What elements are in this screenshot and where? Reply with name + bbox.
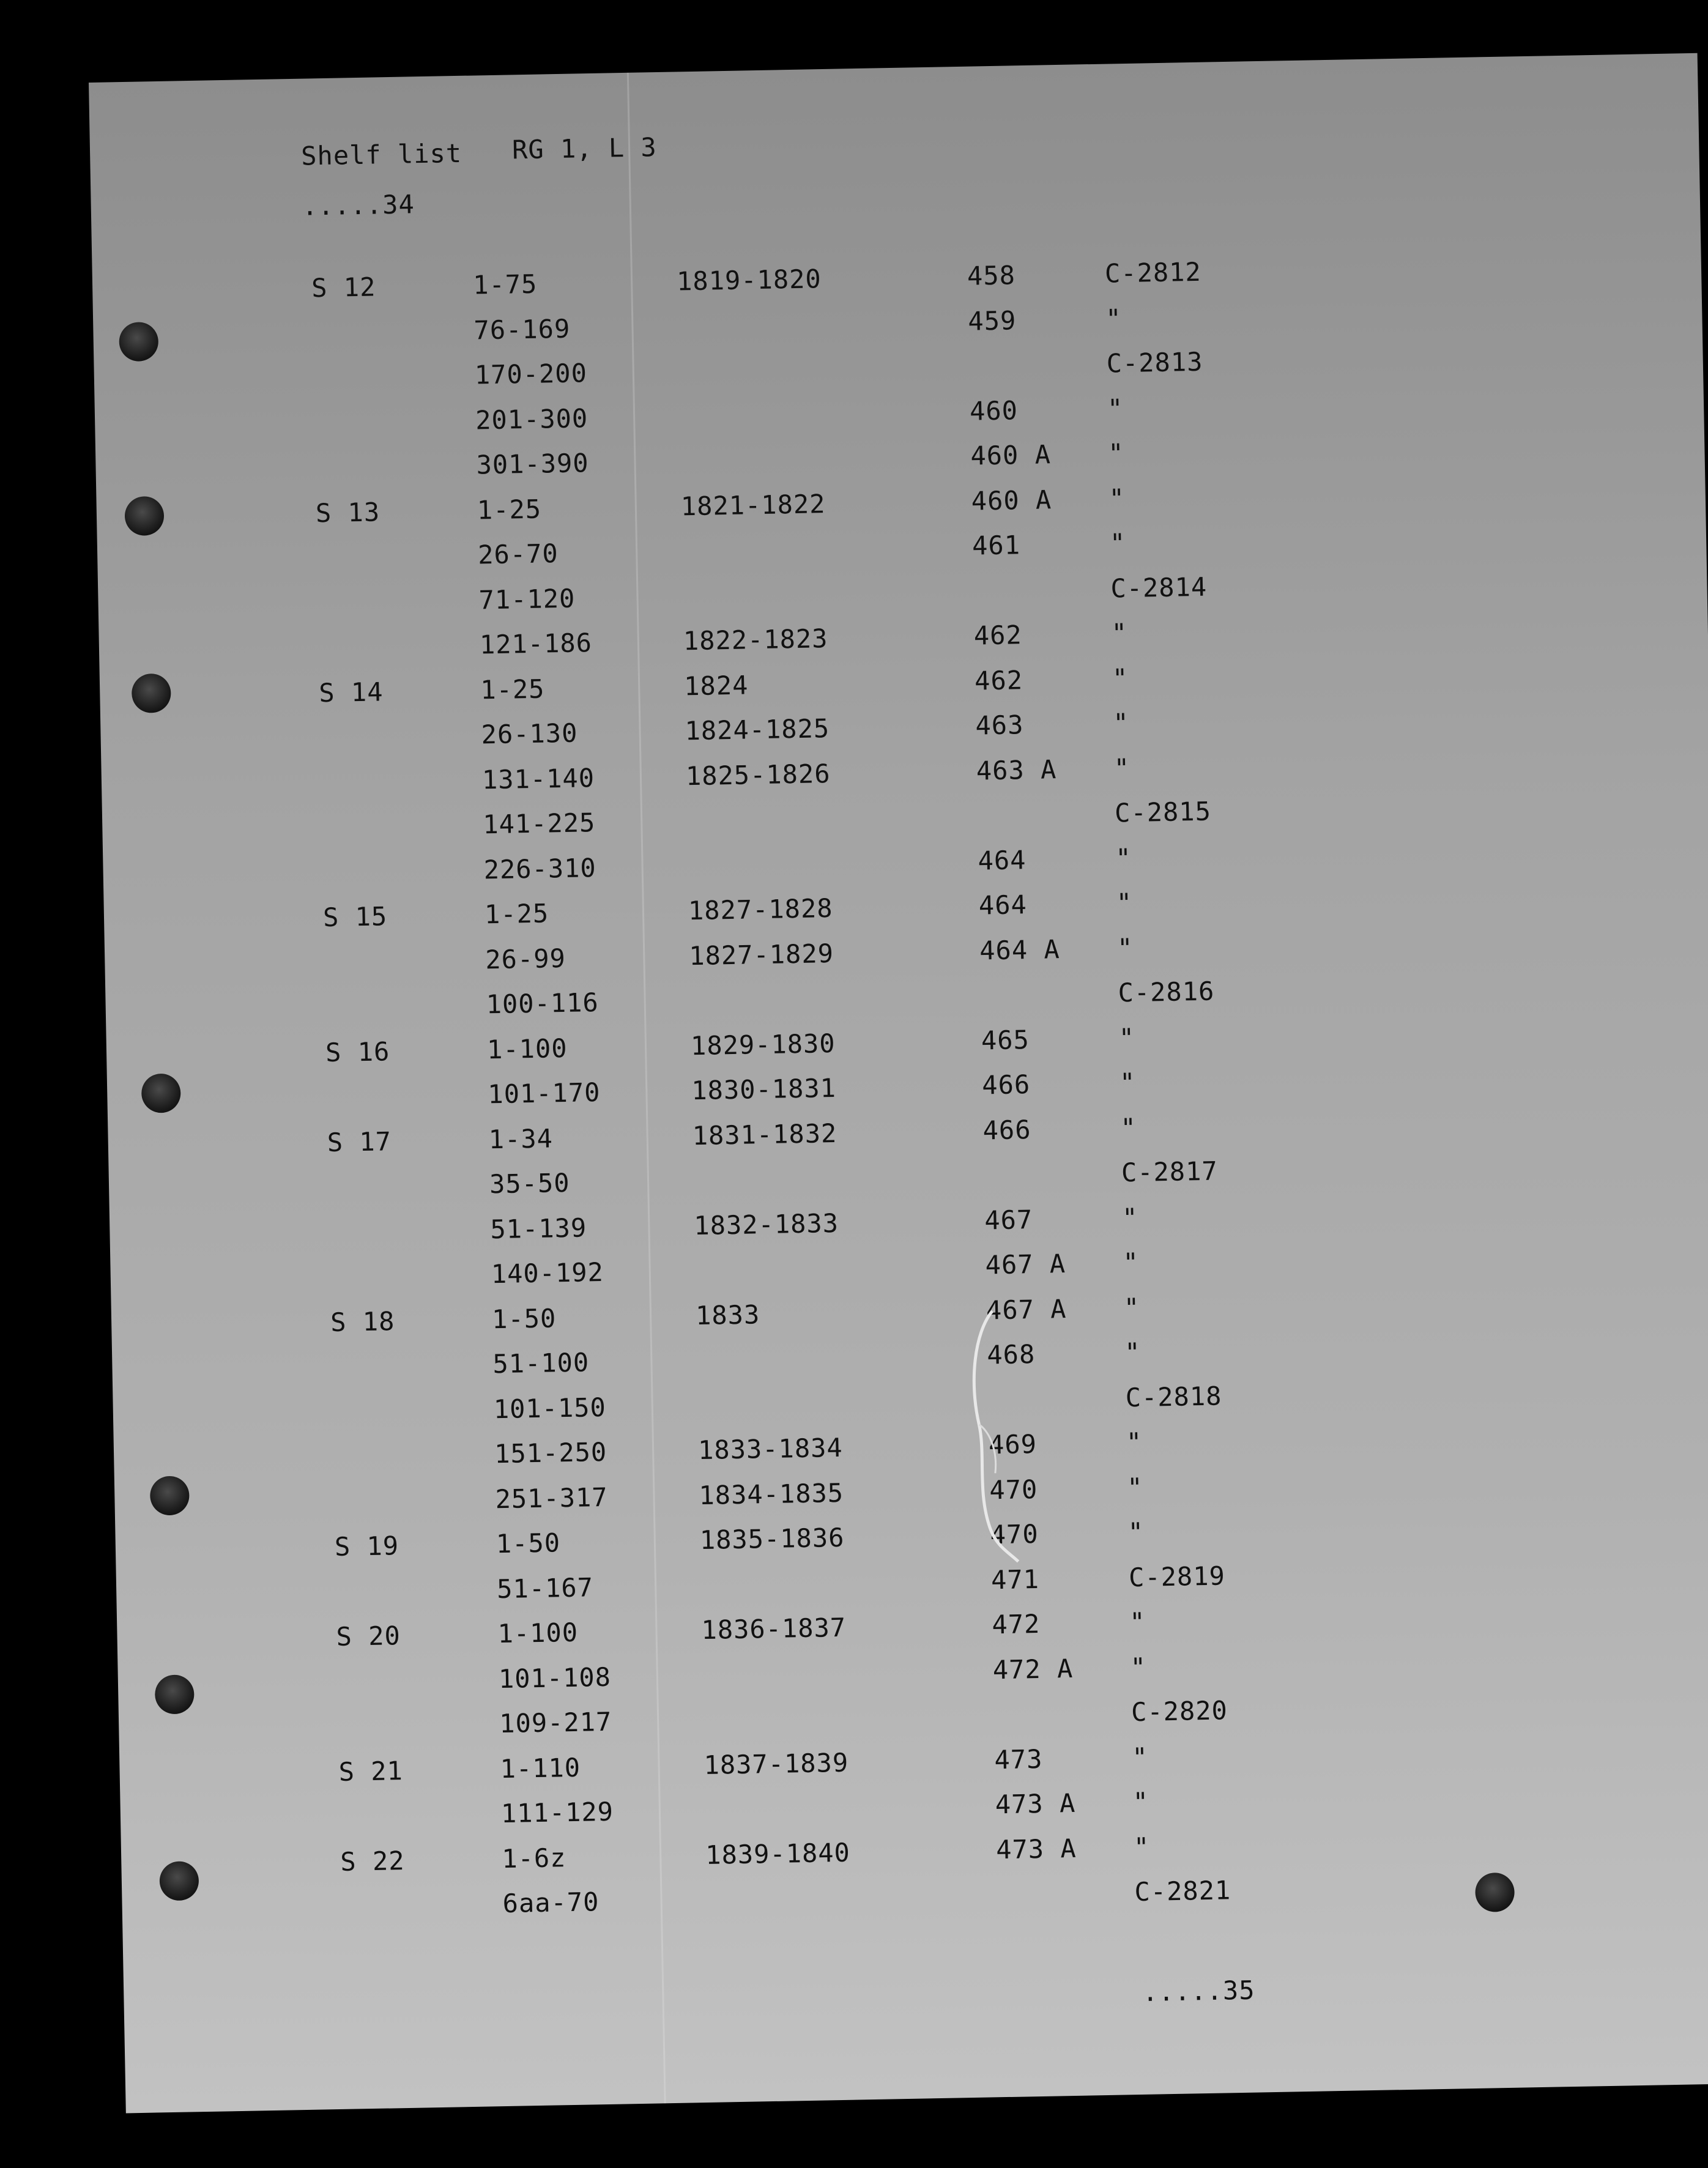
- range-cell: 26-130: [481, 718, 578, 750]
- reel-cell: ": [1116, 932, 1134, 963]
- years-cell: 1824-1825: [685, 713, 830, 746]
- reel-cell: ": [1126, 1427, 1143, 1458]
- reel-cell: C-2812: [1104, 256, 1202, 289]
- range-cell: 76-169: [473, 313, 571, 346]
- box-cell: 472: [991, 1608, 1041, 1640]
- reel-cell: ": [1131, 1742, 1149, 1772]
- series-cell: S 15: [322, 901, 388, 933]
- range-cell: 71-120: [478, 583, 576, 615]
- series-cell: S 22: [340, 1845, 405, 1877]
- box-cell: 460 A: [971, 484, 1052, 516]
- header-ref: RG 1, L 3: [511, 132, 658, 165]
- range-cell: 1-25: [477, 494, 542, 525]
- reel-cell: ": [1112, 663, 1129, 693]
- reel-cell: ": [1107, 393, 1124, 424]
- box-cell: 468: [986, 1339, 1036, 1370]
- range-cell: 1-6z: [501, 1842, 566, 1874]
- series-cell: S 18: [330, 1305, 395, 1337]
- reel-cell: ": [1109, 528, 1126, 559]
- series-cell: S 21: [338, 1755, 404, 1787]
- box-cell: 464: [978, 844, 1027, 876]
- years-cell: 1830-1831: [691, 1072, 837, 1106]
- box-cell: 458: [967, 260, 1016, 291]
- box-cell: 469: [988, 1428, 1038, 1460]
- box-cell: 462: [974, 664, 1023, 696]
- series-cell: S 12: [311, 272, 376, 303]
- reel-cell: ": [1113, 752, 1131, 783]
- years-cell: 1834-1835: [699, 1477, 844, 1510]
- reel-cell: C-2818: [1125, 1380, 1222, 1413]
- reel-cell: ": [1111, 618, 1128, 648]
- range-cell: 140-192: [491, 1257, 604, 1290]
- range-cell: 201-300: [475, 403, 589, 436]
- years-cell: 1827-1828: [688, 893, 833, 926]
- series-cell: S 14: [318, 676, 384, 708]
- range-cell: 51-100: [492, 1347, 590, 1379]
- reel-cell: ": [1121, 1202, 1139, 1233]
- reel-cell: ": [1120, 1112, 1137, 1143]
- range-cell: 51-167: [496, 1572, 594, 1604]
- reel-cell: ": [1118, 1022, 1135, 1053]
- years-cell: 1824: [683, 669, 749, 701]
- range-cell: 1-25: [484, 898, 549, 930]
- box-cell: 459: [967, 305, 1017, 336]
- series-cell: S 16: [325, 1036, 390, 1067]
- box-cell: 460 A: [970, 439, 1052, 471]
- reel-cell: C-2817: [1121, 1156, 1219, 1188]
- years-cell: 1827-1829: [688, 938, 834, 971]
- range-cell: 131-140: [481, 762, 595, 795]
- box-cell: 461: [971, 530, 1021, 561]
- box-cell: 471: [990, 1564, 1040, 1595]
- years-cell: 1832-1833: [693, 1208, 839, 1241]
- reel-cell: C-2816: [1118, 976, 1215, 1008]
- reel-cell: C-2820: [1131, 1695, 1228, 1728]
- years-cell: 1839-1840: [705, 1837, 851, 1870]
- reel-cell: ": [1107, 438, 1125, 469]
- box-cell: 464 A: [979, 934, 1061, 966]
- box-cell: 463 A: [976, 754, 1057, 786]
- reel-cell: ": [1115, 842, 1132, 873]
- series-cell: S 19: [334, 1531, 399, 1562]
- years-cell: 1833-1834: [697, 1432, 844, 1466]
- reel-cell: C-2819: [1128, 1560, 1226, 1592]
- box-cell: 466: [981, 1069, 1031, 1101]
- range-cell: 26-99: [485, 943, 566, 974]
- years-cell: 1829-1830: [690, 1028, 836, 1061]
- range-cell: 121-186: [479, 628, 593, 660]
- range-cell: 1-110: [500, 1752, 581, 1784]
- reel-cell: ": [1124, 1337, 1142, 1368]
- series-cell: S 13: [315, 496, 381, 528]
- prev-page-ref: .....34: [302, 189, 415, 221]
- reel-cell: ": [1105, 303, 1123, 334]
- box-cell: 464: [978, 889, 1028, 921]
- range-cell: 170-200: [474, 358, 588, 390]
- years-cell: 1821-1822: [680, 488, 826, 521]
- box-cell: 467: [984, 1204, 1033, 1235]
- reel-cell: ": [1132, 1786, 1149, 1817]
- box-cell: 460: [969, 395, 1019, 426]
- reel-cell: ": [1108, 483, 1126, 514]
- reel-cell: ": [1116, 887, 1133, 918]
- series-cell: S 17: [327, 1126, 392, 1157]
- box-cell: 463: [975, 710, 1024, 741]
- range-cell: 101-170: [487, 1077, 601, 1110]
- range-cell: 100-116: [486, 987, 600, 1020]
- years-cell: 1833: [695, 1299, 760, 1331]
- next-page-ref: .....35: [1142, 1975, 1255, 2007]
- range-cell: 141-225: [482, 807, 596, 840]
- reel-cell: ": [1119, 1067, 1136, 1098]
- years-cell: 1819-1820: [676, 264, 822, 297]
- box-cell: 473 A: [995, 1833, 1077, 1865]
- years-cell: 1836-1837: [701, 1612, 847, 1646]
- box-cell: 466: [982, 1114, 1031, 1145]
- film-scratch: [949, 1308, 1022, 1566]
- range-cell: 1-50: [496, 1528, 561, 1559]
- reel-cell: C-2815: [1114, 796, 1212, 828]
- range-cell: 301-390: [476, 448, 589, 480]
- box-cell: 462: [973, 620, 1023, 651]
- range-cell: 1-100: [497, 1617, 579, 1649]
- reel-cell: C-2821: [1134, 1875, 1231, 1907]
- years-cell: 1831-1832: [692, 1118, 837, 1151]
- reel-cell: ": [1113, 708, 1130, 738]
- years-cell: 1825-1826: [685, 758, 831, 791]
- range-cell: 1-75: [472, 269, 538, 300]
- range-cell: 1-50: [491, 1302, 557, 1334]
- range-cell: 101-108: [498, 1661, 612, 1694]
- reel-cell: ": [1126, 1472, 1144, 1502]
- box-cell: 467 A: [986, 1293, 1067, 1325]
- box-cell: 465: [981, 1024, 1030, 1056]
- series-cell: S 20: [336, 1620, 401, 1652]
- document-page: [89, 53, 1708, 2114]
- box-cell: 467 A: [985, 1249, 1066, 1280]
- range-cell: 251-317: [495, 1482, 608, 1514]
- range-cell: 226-310: [483, 852, 597, 885]
- range-cell: 1-100: [486, 1033, 568, 1064]
- range-cell: 6aa-70: [502, 1887, 600, 1919]
- box-cell: 473: [994, 1743, 1043, 1775]
- reel-cell: ": [1123, 1292, 1140, 1323]
- range-cell: 101-150: [493, 1392, 607, 1424]
- box-cell: 473 A: [995, 1787, 1076, 1820]
- range-cell: 1-34: [488, 1123, 554, 1154]
- box-cell: 470: [990, 1518, 1039, 1550]
- range-cell: 111-129: [500, 1796, 614, 1829]
- range-cell: 1-25: [480, 674, 545, 705]
- reel-cell: ": [1129, 1606, 1146, 1638]
- box-cell: 470: [989, 1474, 1038, 1505]
- reel-cell: ": [1127, 1516, 1145, 1548]
- reel-cell: C-2814: [1110, 571, 1208, 604]
- range-cell: 35-50: [489, 1167, 570, 1200]
- box-cell: 472 A: [992, 1653, 1074, 1685]
- reel-cell: ": [1133, 1832, 1150, 1862]
- years-cell: 1835-1836: [699, 1522, 845, 1556]
- years-cell: 1822-1823: [683, 623, 828, 656]
- range-cell: 51-139: [490, 1212, 587, 1244]
- years-cell: 1837-1839: [704, 1747, 849, 1780]
- header-title: Shelf list: [300, 138, 462, 171]
- range-cell: 26-70: [477, 538, 559, 570]
- reel-cell: ": [1123, 1247, 1140, 1278]
- reel-cell: C-2813: [1106, 346, 1203, 379]
- reel-cell: ": [1130, 1652, 1147, 1682]
- range-cell: 109-217: [499, 1706, 612, 1739]
- range-cell: 151-250: [494, 1436, 607, 1469]
